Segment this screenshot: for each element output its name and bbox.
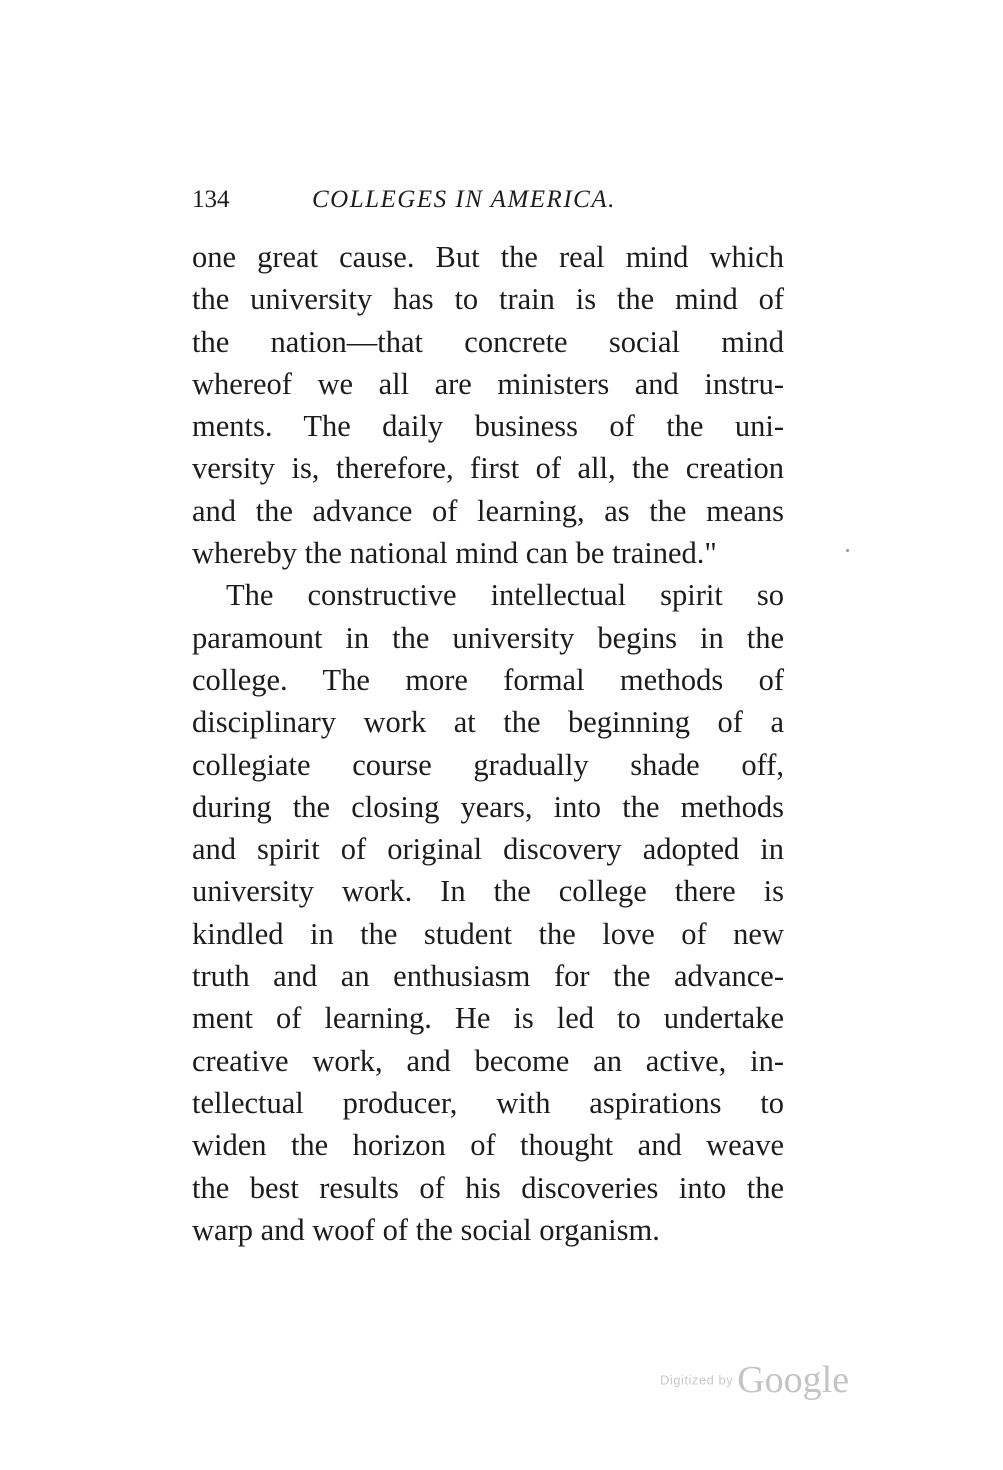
text-line: disciplinary work at the beginning of a [192,705,784,740]
text-line: collegiate course gradually shade off, [192,747,784,782]
text-line: university work. In the college there is [192,874,784,909]
text-line: tellectual producer, with aspirations to [192,1085,784,1120]
google-logo: Google [737,1359,850,1401]
text-line: widen the horizon of thought and weave [192,1128,784,1163]
text-line: ment of learning. He is led to undertake [192,1001,784,1036]
page-number: 134 [192,186,230,213]
digitized-watermark [660,1358,849,1408]
body-text [192,236,784,1251]
text-line: paramount in the university begins in the [192,620,784,655]
text-line: during the closing years, into the methods [192,789,784,824]
text-line: college. The more formal methods of [192,662,784,697]
text-line: and the advance of learning, as the means [192,493,784,528]
text-line: the nation—that concrete social mind [192,324,784,359]
text-line: The constructive intellectual spirit so [226,578,784,613]
scan-speck [846,549,849,552]
text-line: and spirit of original discovery adopted in [192,832,784,867]
text-line: versity is, therefore, first of all, the creation [192,451,784,486]
running-head [192,180,692,220]
text-line: kindled in the student the love of new [192,916,784,951]
text-line: the best results of his discoveries into the [192,1170,784,1205]
text-line: creative work, and become an active, in- [192,1043,784,1078]
text-line: the university has to train is the mind of [192,282,784,317]
paragraph-2 [192,574,784,1251]
text-line: warp and woof of the social organism. [192,1212,660,1247]
text-line: whereby the national mind can be trained." [192,536,717,571]
text-line: ments. The daily business of the uni- [192,409,784,444]
running-title: COLLEGES IN AMERICA. [312,186,616,213]
text-line: whereof we all are ministers and instru- [192,366,784,401]
text-line: truth and an enthusiasm for the advance- [192,959,784,994]
paragraph-1 [192,236,784,574]
text-line: one great cause. But the real mind which [192,240,784,274]
watermark-prefix: Digitized by [660,1372,734,1388]
